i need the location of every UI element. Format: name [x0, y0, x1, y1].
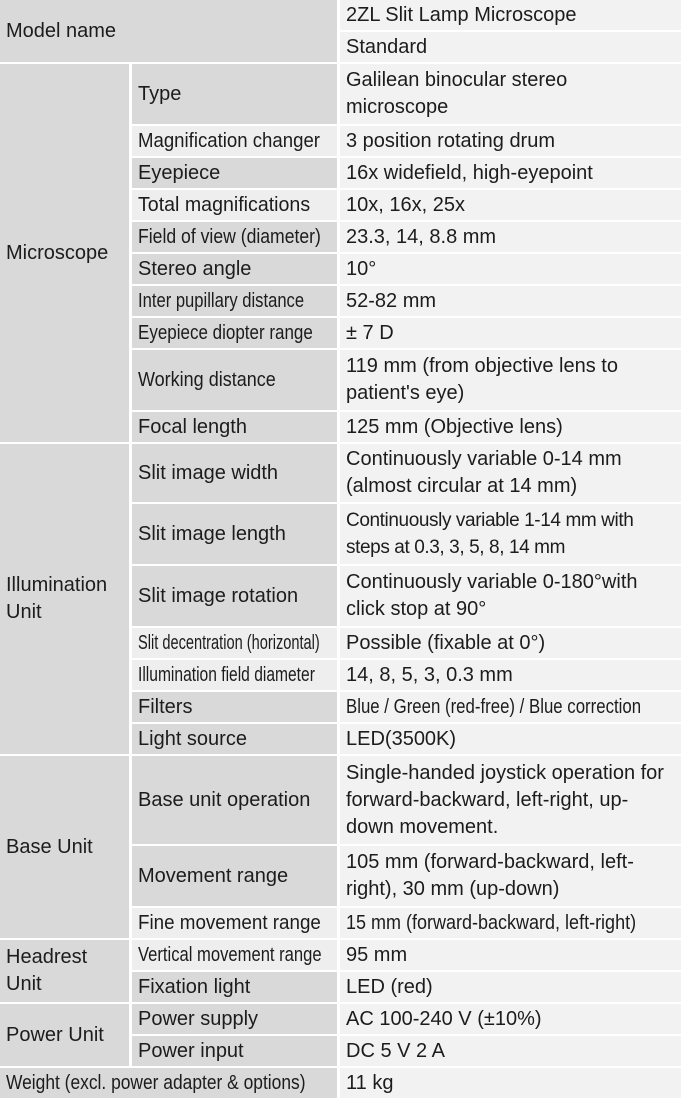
row-label: Total magnifications [138, 193, 311, 216]
table-row [0, 0, 684, 32]
row-value: DC 5 V 2 A [340, 1036, 684, 1068]
row-label: Focal length [132, 412, 340, 444]
group-label-microscope: Microscope [0, 64, 132, 444]
table-row [0, 940, 684, 972]
row-label: Eyepiece [132, 158, 340, 190]
row-value: AC 100-240 V (±10%) [340, 1004, 684, 1036]
table-row [0, 1068, 684, 1100]
row-label: Slit image length [132, 504, 340, 566]
row-label: Working distance [138, 368, 276, 391]
row-label: Filters [132, 692, 340, 724]
row-label: Magnification changer [138, 129, 320, 152]
row-label: Illumination field diameter [138, 663, 315, 686]
row-value: 16x widefield, high-eyepoint [340, 158, 684, 190]
row-value: Single-handed joystick operation for forward-backward, left-right, up-down movement. [340, 756, 684, 846]
row-value: 125 mm (Objective lens) [340, 412, 684, 444]
row-value: 105 mm (forward-backward, left-right), 30 mm (up-down) [340, 846, 684, 908]
row-value: Continuously variable 0-180°with click stop at 90° [340, 566, 684, 628]
row-label: Base unit operation [132, 756, 340, 846]
row-label: Stereo angle [132, 254, 340, 286]
row-label: Fixation light [132, 972, 340, 1004]
row-value: Continuously variable 0-14 mm (almost circular at 14 mm) [340, 444, 684, 504]
row-value: Blue / Green (red-free) / Blue correction [346, 695, 642, 718]
row-value: 14, 8, 5, 3, 0.3 mm [340, 660, 684, 692]
row-value: 10x, 16x, 25x [340, 190, 684, 222]
row-label: Inter pupillary distance [138, 289, 305, 312]
row-label: Slit decentration (horizontal) [138, 631, 320, 654]
row-label: Field of view (diameter) [138, 225, 321, 248]
row-label: Type [132, 64, 340, 126]
row-value: 95 mm [340, 940, 684, 972]
row-value: LED(3500K) [340, 724, 684, 756]
row-value: Continuously variable 1-14 mm with steps at 0.3, 3, 5, 8, 14 mm [340, 504, 684, 566]
model-name-value: 2ZL Slit Lamp Microscope [340, 0, 684, 32]
row-value: Possible (fixable at 0°) [340, 628, 684, 660]
row-value: 23.3, 14, 8.8 mm [340, 222, 684, 254]
table-row [0, 64, 684, 126]
weight-value: 11 kg [340, 1068, 684, 1100]
model-name-label: Model name [0, 0, 340, 64]
row-value: Galilean binocular stereo microscope [340, 64, 684, 126]
group-label-illumination: Illumination Unit [0, 444, 132, 756]
row-value: 10° [340, 254, 684, 286]
row-label: Eyepiece diopter range [138, 321, 313, 344]
weight-label: Weight (excl. power adapter & options) [6, 1071, 306, 1094]
group-label-base-unit: Base Unit [0, 756, 132, 940]
model-variant-value: Standard [340, 32, 684, 64]
row-label: Fine movement range [138, 911, 321, 934]
row-value: 52-82 mm [340, 286, 684, 318]
group-label-power: Power Unit [0, 1004, 132, 1068]
row-value: 119 mm (from objective lens to patient's eye) [340, 350, 684, 412]
row-label: Movement range [132, 846, 340, 908]
row-label: Slit image width [132, 444, 340, 504]
row-label: Slit image rotation [132, 566, 340, 628]
table-row [0, 444, 684, 504]
row-label: Vertical movement range [138, 943, 322, 966]
table-row [0, 756, 684, 846]
group-label-headrest: Headrest Unit [0, 940, 132, 1004]
row-label: Power supply [132, 1004, 340, 1036]
row-label: Light source [132, 724, 340, 756]
row-value: ± 7 D [340, 318, 684, 350]
table-row [0, 1004, 684, 1036]
row-label: Power input [132, 1036, 340, 1068]
row-value: 15 mm (forward-backward, left-right) [346, 911, 637, 934]
row-value: LED (red) [340, 972, 684, 1004]
row-value: 3 position rotating drum [340, 126, 684, 158]
